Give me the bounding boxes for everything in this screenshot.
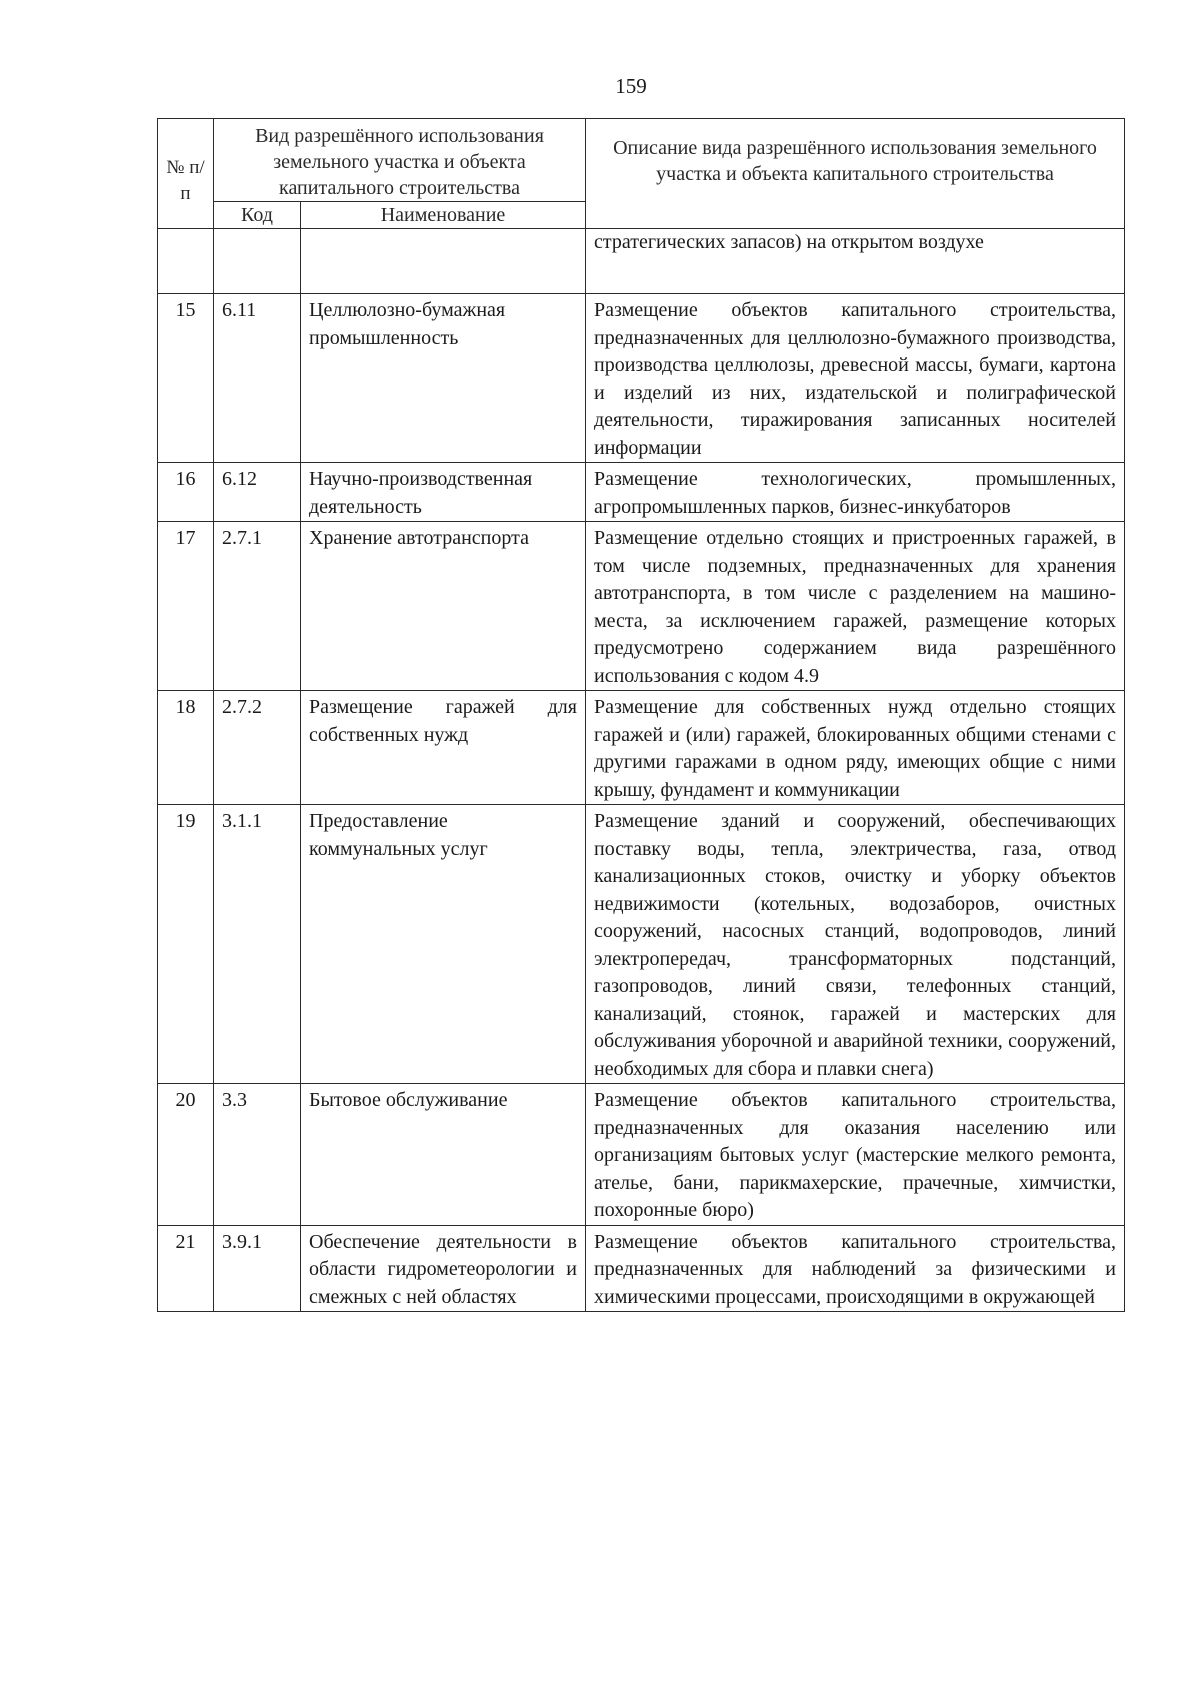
header-land-use-type: Вид разрешённого использования земельного участка и объекта капитального строительства	[214, 119, 586, 202]
land-use-table	[157, 118, 1125, 1312]
header-name: Наименование	[301, 202, 586, 229]
cell-code: 6.12	[214, 463, 301, 522]
cell-code	[214, 229, 301, 294]
table-row	[158, 522, 1125, 691]
cell-name: Хранение автотранспорта	[301, 522, 586, 691]
cell-num: 20	[158, 1084, 214, 1226]
cell-code: 2.7.1	[214, 522, 301, 691]
cell-name: Бытовое обслуживание	[301, 1084, 586, 1226]
cell-name: Предоставление коммунальных услуг	[301, 805, 586, 1084]
table-row	[158, 805, 1125, 1084]
cell-code: 3.1.1	[214, 805, 301, 1084]
cell-description: стратегических запасов) на открытом воздухе	[586, 229, 1125, 294]
cell-name	[301, 229, 586, 294]
cell-name: Научно-производственная деятельность	[301, 463, 586, 522]
header-description: Описание вида разрешённого использования земельного участка и объекта капитального строительства	[586, 119, 1125, 229]
cell-code: 3.9.1	[214, 1225, 301, 1312]
table-header	[158, 119, 1125, 229]
table-row	[158, 463, 1125, 522]
cell-description: Размещение для собственных нужд отдельно стоящих гаражей и (или) гаражей, блокированных общими стенами с другими гаражами в одном ряду, имеющих общие с ними крышу, фундамент и коммуникации	[586, 691, 1125, 805]
cell-description: Размещение объектов капитального строительства, предназначенных для целлюлозно-бумажного производства, производства целлюлозы, древесной массы, бумаги, картона и изделий из них, издательской и полиграфической деятельности, тиражирования записанных носителей информации	[586, 294, 1125, 463]
cell-code: 2.7.2	[214, 691, 301, 805]
cell-num: 17	[158, 522, 214, 691]
cell-num	[158, 229, 214, 294]
cell-description: Размещение объектов капитального строительства, предназначенных для оказания населению или организациям бытовых услуг (мастерские мелкого ремонта, ателье, бани, парикмахерские, прачечные, химчистки, похоронные бюро)	[586, 1084, 1125, 1226]
cell-name: Обеспечение деятельности в области гидрометеорологии и смежных с ней областях	[301, 1225, 586, 1312]
cell-code: 3.3	[214, 1084, 301, 1226]
cell-num: 21	[158, 1225, 214, 1312]
cell-name: Размещение гаражей для собственных нужд	[301, 691, 586, 805]
cell-num: 15	[158, 294, 214, 463]
table-row	[158, 1084, 1125, 1226]
cell-name: Целлюлозно-бумажная промышленность	[301, 294, 586, 463]
cell-description: Размещение отдельно стоящих и пристроенных гаражей, в том числе подземных, предназначенных для хранения автотранспорта, в том числе с разделением на машино-места, за исключением гаражей, размещение которых предусмотрено содержанием вида разрешённого использования с кодом 4.9	[586, 522, 1125, 691]
table-body	[158, 229, 1125, 1312]
page-number: 159	[615, 74, 647, 98]
cell-num: 18	[158, 691, 214, 805]
cell-description: Размещение объектов капитального строительства, предназначенных для наблюдений за физическими и химическими процессами, происходящими в окружающей	[586, 1225, 1125, 1312]
header-num: № п/п	[158, 119, 214, 229]
header-code: Код	[214, 202, 301, 229]
table-row	[158, 1225, 1125, 1312]
table-row-continuation	[158, 229, 1125, 294]
cell-description: Размещение зданий и сооружений, обеспечивающих поставку воды, тепла, электричества, газа, отвод канализационных стоков, очистку и уборку объектов недвижимости (котельных, водозаборов, очистных сооружений, насосных станций, водопроводов, линий электропередач, трансформаторных подстанций, газопроводов, линий связи, телефонных станций, канализаций, стоянок, гаражей и мастерских для обслуживания уборочной и аварийной техники, сооружений, необходимых для сбора и плавки снега)	[586, 805, 1125, 1084]
table-row	[158, 691, 1125, 805]
cell-description: Размещение технологических, промышленных, агропромышленных парков, бизнес-инкубаторов	[586, 463, 1125, 522]
cell-num: 16	[158, 463, 214, 522]
cell-num: 19	[158, 805, 214, 1084]
table-row	[158, 294, 1125, 463]
cell-code: 6.11	[214, 294, 301, 463]
